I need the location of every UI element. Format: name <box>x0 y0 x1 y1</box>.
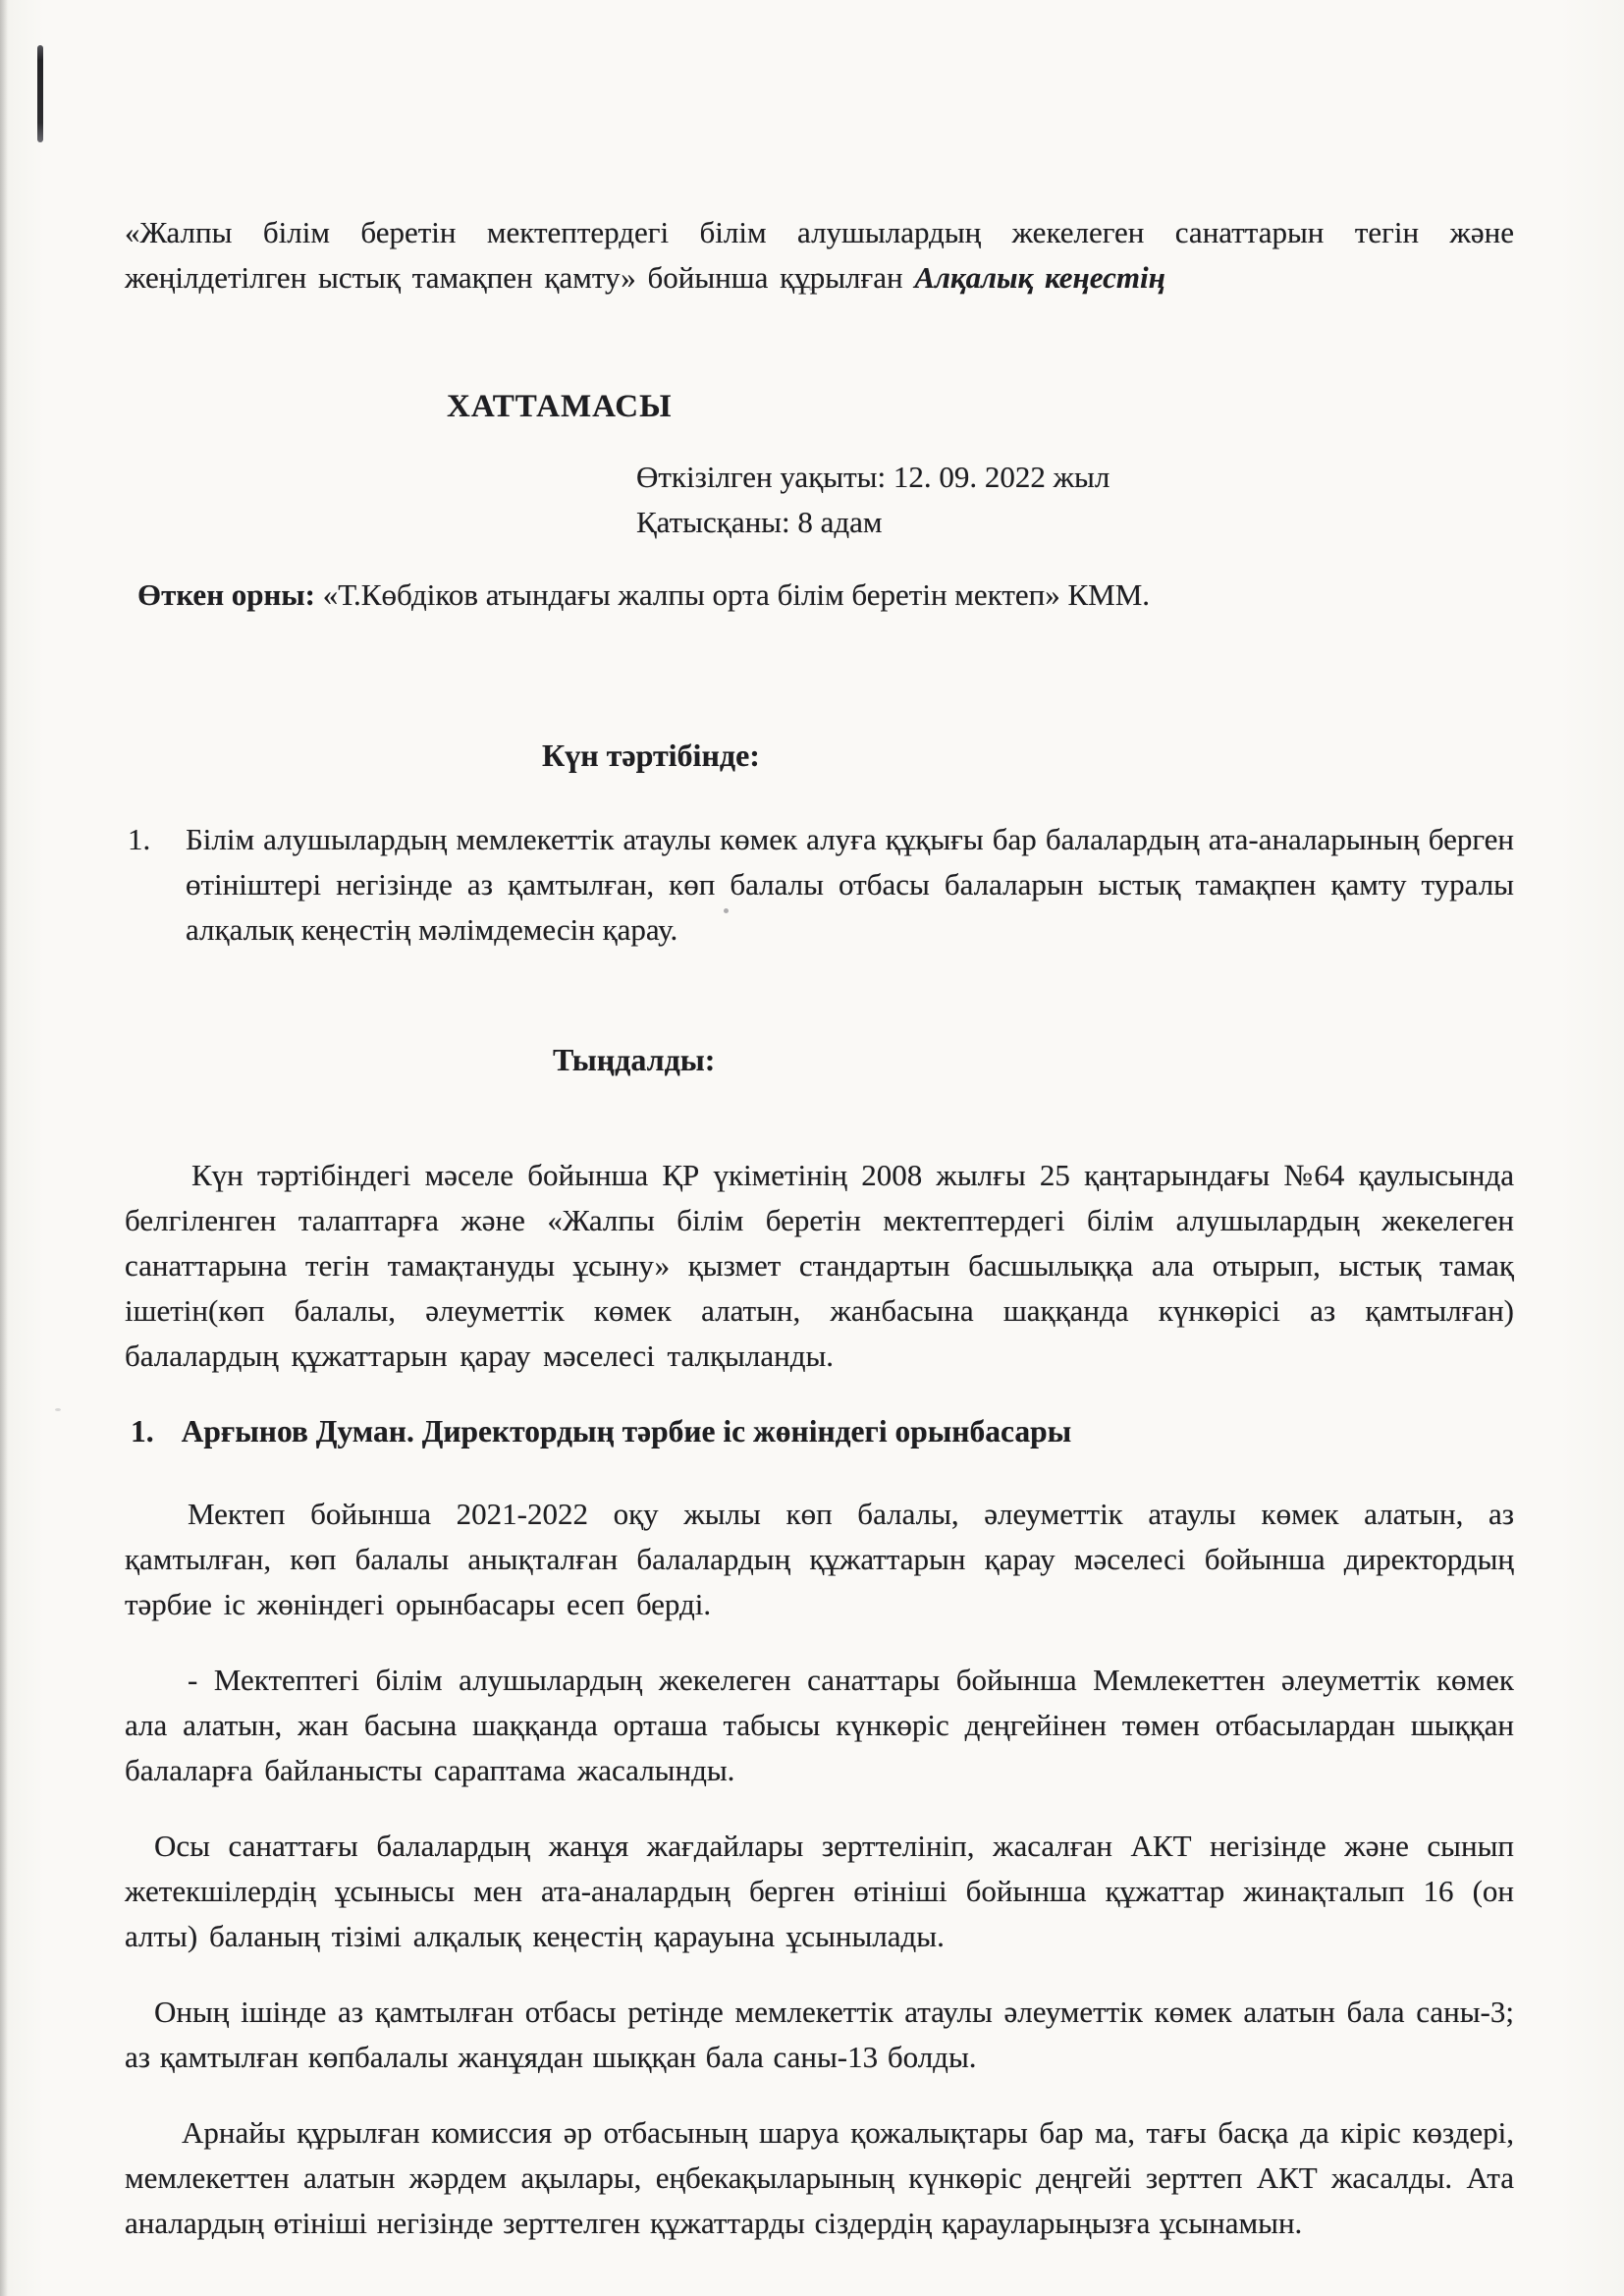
intro-council-name: Алқалық кеңестің <box>914 260 1165 295</box>
report-paragraph: Оның ішінде аз қамтылған отбасы ретінде мемлекеттік атаулы әлеуметтік көмек алатын бала саны-3; аз қамтылған көпбалалы жанұядан шыққан бала саны-13 болды. <box>125 1995 1514 2074</box>
report-paragraph: Осы санаттағы балалардың жанұя жағдайлары зерттелініп, жасалған АКТ негізінде және сынып жетекшілердің ұсынысы мен ата-аналардың берген өтініші бойынша құжаттар жинақталып 16 (он алты) баланың тізімі алқалық кеңестің қарауына ұсынылады. <box>125 1829 1514 1953</box>
venue-value: «Т.Көбдіков атындағы жалпы орта білім беретін мектеп» КММ. <box>322 577 1151 612</box>
title-row <box>125 331 1514 429</box>
meta-attendees-line <box>636 500 1514 545</box>
report-paragraph: - Мектептегі білім алушылардың жекелеген санаттары бойынша Мемлекеттен әлеуметтік көмек ала алатын, жан басына шаққанда орташа табысы күнкөріс деңгейінен төмен отбасылардан шыққан балаларға байланысты сараптама жасалынды. <box>125 1663 1514 1787</box>
intro-regular-text: «Жалпы білім беретін мектептердегі білім алушылардың жекелеген санаттарын тегін және жеңілдетілген ыстық тамақпен қамту» бойынша құрылған <box>125 215 1514 295</box>
protocol-title: ХАТТАМАСЫ <box>447 389 673 424</box>
agenda-item-1 <box>125 817 1514 953</box>
meta-time-line <box>636 455 1514 500</box>
meta-attendees-value: 8 адам <box>797 505 883 539</box>
venue-label: Өткен орны: <box>137 577 323 612</box>
report-paragraph: Арнайы құрылған комиссия әр отбасының шаруа қожалықтары бар ма, тағы басқа да кіріс көздері, мемлекеттен алатын жәрдем ақылары, еңбекақыларының күнкөріс деңгейі зерттеп АКТ жасалды. Ата аналардың өтініші негізінде зерттелген құжаттарды сіздердің қарауларыңызға ұсынамын. <box>125 2115 1514 2240</box>
speaker-number: 1. <box>131 1414 154 1449</box>
heard-intro-paragraph: Күн тәртібіндегі мәселе бойынша ҚР үкіметінің 2008 жылғы 25 қаңтарындағы №64 қаулысында белгіленген талаптарға және «Жалпы білім беретін мектептердегі білім алушылардың жекелеген санаттарына тегін тамақтануды ұсыну» қызмет стандартын басшылыққа ала отырып, ыстық тамақ ішетін(көп балалы, әлеуметтік көмек алатын, жанбасына шаққанда күнкөрісі аз қамтылған) балалардың құжаттарын қарау мәселесі талқыланды. <box>125 1158 1514 1373</box>
agenda-item-number: 1. <box>128 822 151 856</box>
meta-time-label: Өткізілген уақыты: <box>636 460 893 494</box>
report-paragraph: Мектеп бойынша 2021-2022 оқу жылы көп балалы, әлеуметтік атаулы көмек алатын, аз қамтылған, көп балалы анықталған балалардың құжаттарын қарау мәселесі бойынша директордың тәрбие іс жөніндегі орынбасары есеп берді. <box>125 1497 1514 1621</box>
pen-stroke-mark <box>37 45 43 142</box>
heard-section-heading: Тыңдалды: <box>553 1042 716 1077</box>
document-intro-paragraph <box>125 210 1514 301</box>
meta-attendees-label: Қатысқаны: <box>636 505 798 539</box>
scan-artifact-dot <box>55 1408 61 1411</box>
meta-block <box>636 455 1514 545</box>
meta-time-value: 12. 09. 2022 жыл <box>893 460 1110 494</box>
document-content <box>125 0 1514 2276</box>
venue-line <box>125 573 1514 618</box>
heard-heading-row <box>125 953 1514 1082</box>
speaker-heading <box>125 1409 1514 1454</box>
agenda-item-text: Білім алушылардың мемлекеттік атаулы көмек алуға құқығы бар балалардың ата-аналарының берген өтініштері негізінде аз қамтылған, көп балалы отбасы балаларын ыстық тамақпен қамту туралы алқалық кеңестің мәлімдемесін қарау. <box>186 822 1514 947</box>
agenda-heading: Күн тәртібінде: <box>542 738 760 773</box>
agenda-heading-row <box>125 648 1514 778</box>
speaker-title: Арғынов Думан. Директордың тәрбие іс жөніндегі орынбасары <box>181 1414 1072 1449</box>
scan-edge-shadow <box>0 0 8 2296</box>
